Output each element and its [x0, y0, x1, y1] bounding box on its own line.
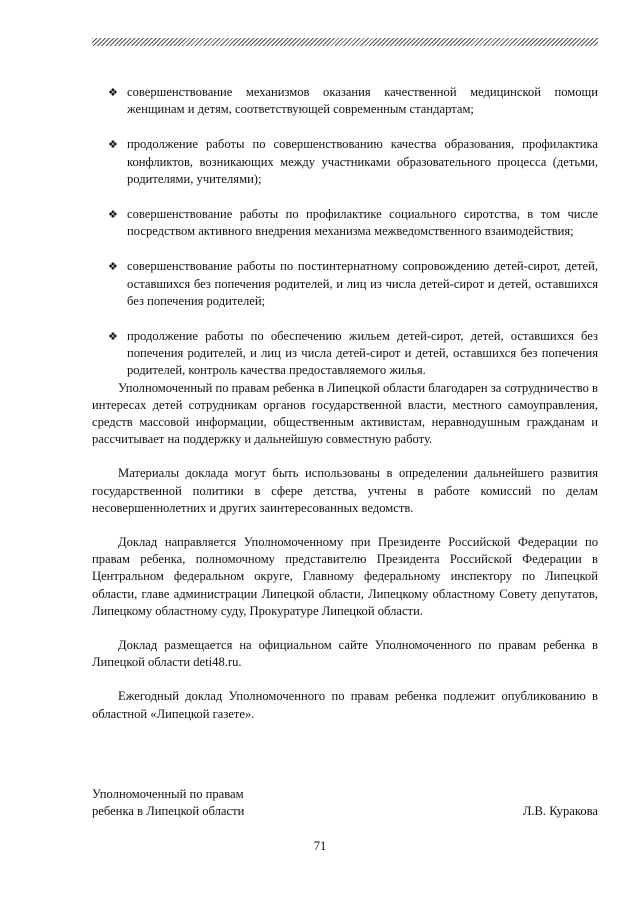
diamond-bullet-icon: ❖ — [108, 138, 118, 152]
signature-title-line2: ребенка в Липецкой области — [92, 804, 245, 819]
page-number: 71 — [313, 839, 327, 853]
diamond-bullet-icon: ❖ — [108, 86, 118, 99]
header-rule — [92, 38, 598, 46]
bullet-text: совершенствование механизмов оказания качественной медицинской помощи женщинам и детям, соответствующей современным стандартам; — [127, 85, 598, 117]
paragraph-gratitude: Уполномоченный по правам ребенка в Липецкой области благодарен за сотрудничество в интересах детей сотрудникам органов государственной власти, местного самоуправления, средств массовой информации, общественным активистам, неравнодушным гражданам и рассчитывает на поддержку и дальнейшую совместную работу. — [92, 380, 598, 447]
bullet-text: продолжение работы по совершенствованию качества образования, профилактика конфликтов, возникающих между участниками образовательного процесса (детьми, родителями, учителями); — [127, 137, 598, 186]
diamond-bullet-icon: ❖ — [108, 260, 118, 274]
list-item — [92, 258, 598, 310]
list-item — [92, 136, 598, 188]
paragraph-website: Доклад размещается на официальном сайте Уполномоченного по правам ребенка в Липецкой области deti48.ru. — [92, 638, 598, 670]
diamond-bullet-icon: ❖ — [108, 330, 118, 344]
bullet-text: продолжение работы по обеспечению жильем детей-сирот, детей, оставшихся без попечения родителей, и лиц из числа детей-сирот и детей, оставшихся без попечения родителей, контроль качества предоставляемого жилья. — [127, 329, 598, 378]
list-item — [92, 328, 598, 380]
bullet-text: совершенствование работы по постинтернатному сопровождению детей-сирот, детей, оставшихся без попечения родителей, и лиц из числа детей-сирот и детей, оставшихся без попечения родителей; — [127, 259, 598, 308]
page-content — [92, 84, 598, 723]
bullet-text: совершенствование работы по профилактике социального сиротства, в том числе посредством активного внедрения механизма межведомственного взаимодействия; — [127, 207, 598, 239]
list-item — [92, 206, 598, 240]
paragraph-materials: Материалы доклада могут быть использованы в определении дальнейшего развития государственной политики в сфере детства, учтены в работе комиссий по делам несовершеннолетних и других заинтересованных ведомств. — [92, 466, 598, 515]
paragraph-publication: Ежегодный доклад Уполномоченного по правам ребенка подлежит опубликованию в областной «Липецкой газете». — [92, 689, 598, 721]
signature-name: Л.В. Куракова — [522, 804, 598, 819]
bullet-list — [92, 84, 598, 380]
diamond-bullet-icon: ❖ — [108, 208, 118, 222]
signature-block — [92, 786, 598, 820]
signature-title-line1: Уполномоченный по правам — [92, 787, 244, 801]
list-item — [92, 84, 598, 118]
paragraph-distribution: Доклад направляется Уполномоченному при Президенте Российской Федерации по правам ребенка, полномочному представителю Президента Российской Федерации в Центральном федеральном округе, Главному федеральному инспектору по Липецкой области, главе администрации Липецкой области, Липецкому областному Совету депутатов, Липецкому областному суду, Прокуратуре Липецкой области. — [92, 535, 598, 618]
